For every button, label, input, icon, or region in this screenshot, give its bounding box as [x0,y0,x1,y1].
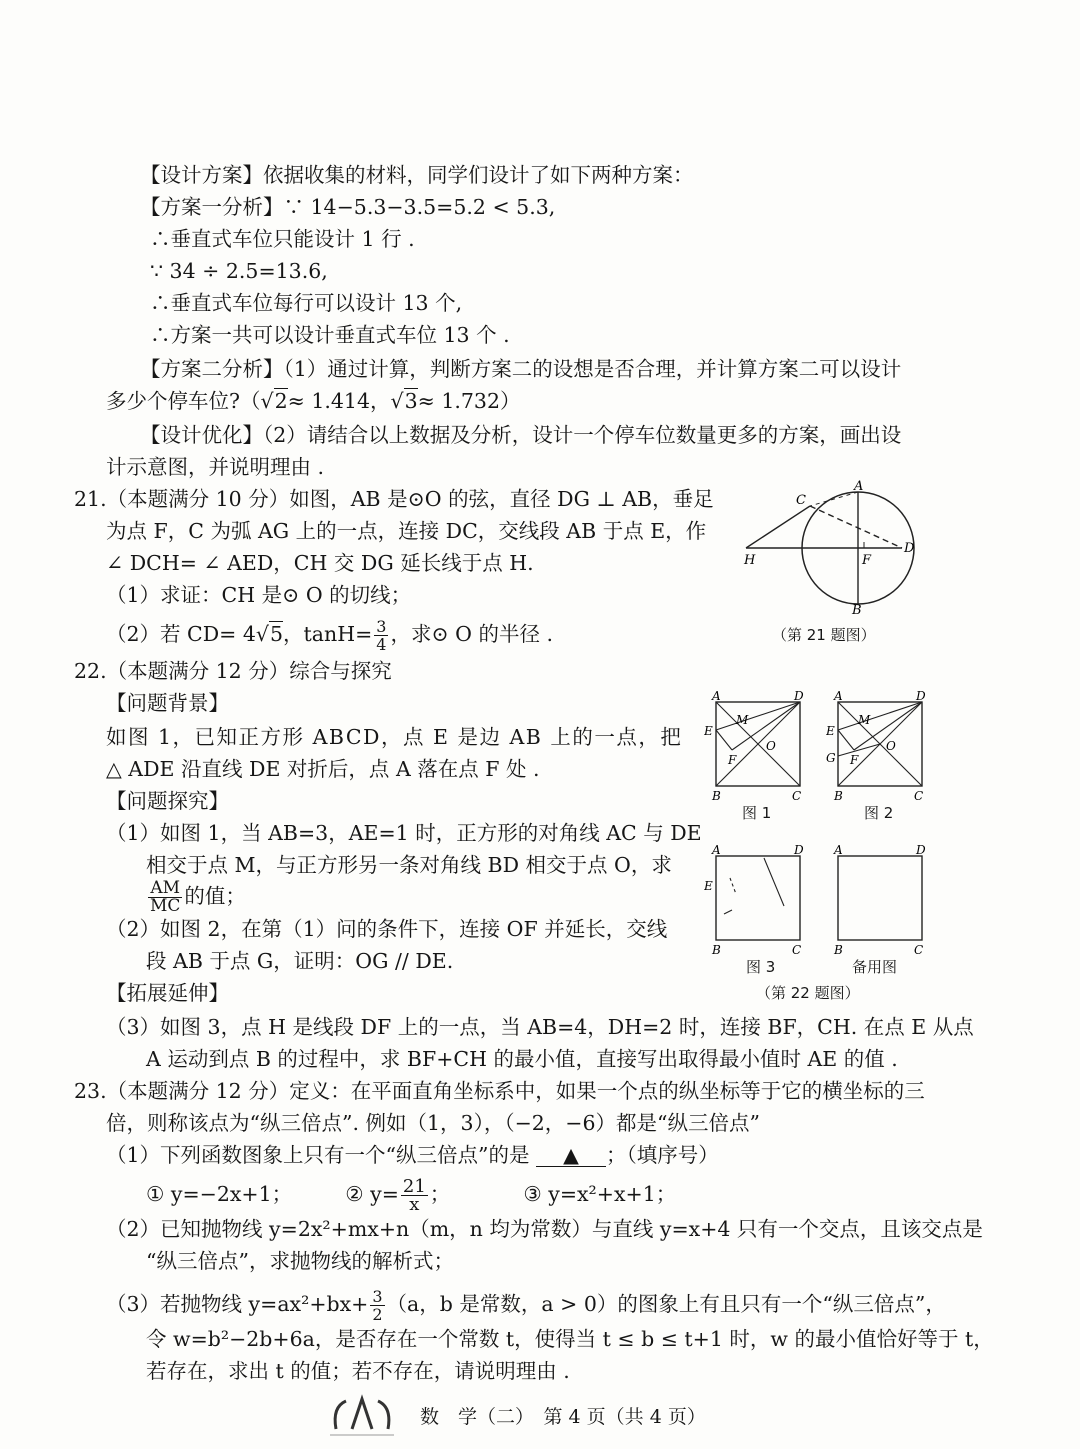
plan-opt-line2: 计示意图，并说明理由 . [106,455,325,479]
line-dh [764,858,784,906]
q22-caption: （第 22 题图） [756,984,860,1002]
frac-den: 2 [372,1305,383,1324]
label-d: D [904,541,915,556]
q21-part2-b: ，tanH= [283,622,373,646]
sqrt-3: 3 [404,389,418,413]
label-o: O [766,739,776,753]
q23-part3-b: （a，b 是常数，a > 0）的图象上有且只有一个“纵三倍点”， [386,1292,946,1316]
page-footer: 数 学（二） 第 4 页（共 4 页） [420,1406,706,1428]
label-b: B [712,789,721,803]
q23-part1 [106,1140,719,1170]
q22-p1-tail: 的值； [184,884,246,908]
q21-number: 21. [74,487,107,511]
line-ef [838,730,854,750]
line-de [716,702,800,730]
label-c: C [792,943,802,957]
plan-two-text2c: ≈ 1.732） [417,389,521,413]
q23-part3-line2: 令 w=b²−2b+6a，是否存在一个常数 t，使得当 t ≤ b ≤ t+1 时，w 的最小值恰好等于 t， [146,1327,994,1351]
logo-stroke [378,1401,389,1429]
q22-bg-line1: 如图 1，已知正方形 ABCD，点 E 是边 AB 上的一点，把 [106,725,683,749]
plan-one-line [140,192,555,222]
q23-line1 [74,1076,925,1106]
plan-two-line [140,354,901,384]
label-a: A [834,844,843,857]
fraction-am-mc [148,880,182,915]
q23-part3-line3: 若存在，求出 t 的值；若不存在，请说明理由 . [146,1359,570,1383]
q21-line3: ∠ DCH= ∠ AED，CH 交 DG 延长线于点 H. [106,551,534,575]
label-f: F [850,753,859,767]
fraction-3-2 [370,1288,384,1323]
plan-opt-title: 【设计优化】 [140,423,263,447]
q21-part1: （1）求证：CH 是⊙ O 的切线； [106,583,412,607]
plan-two-text2b: ≈ 1.414， [287,389,391,413]
label-a: A [712,844,721,857]
label-a: A [834,690,843,703]
q21-caption: （第 21 题图） [772,626,876,644]
sqrt-2: 2 [274,389,288,413]
q23-number: 23. [74,1079,107,1103]
q21-figure [740,480,920,615]
frac-num: 3 [372,1287,383,1306]
q22-p1-line1: （1）如图 1，当 AB=3，AE=1 时，正方形的对角线 AC 与 DE [106,821,702,845]
plan-opt-line [140,420,901,450]
q22-figure-1 [704,690,814,805]
label-a: A [712,690,721,703]
plan-two-line2: 多少个停车位?（√2≈ 1.414，√3≈ 1.732） [106,389,521,413]
design-plan-title: 【设计方案】 [140,163,263,187]
frac-num: AM [148,880,182,898]
publisher-logo [322,1393,402,1439]
label-h: H [744,553,756,568]
label-d: D [916,844,926,857]
label-m: M [858,713,871,727]
q22-figure-2 [826,690,936,805]
q22-number: 22. [74,659,107,683]
fraction-21-x [401,1178,428,1213]
q22-explore-title: 【问题探究】 [106,789,229,813]
q22-p2-line1: （2）如图 2，在第（1）问的条件下，连接 OF 并延长，交线 [106,917,668,941]
label-a: A [854,480,864,494]
label-d: D [916,690,926,703]
frac-den: 4 [376,635,387,654]
q22-bg-line2: △ ADE 沿直线 DE 对折后，点 A 落在点 F 处 . [106,757,540,781]
plan-one-step: ∴垂直式车位只能设计 1 行 . [150,227,415,251]
label-b: B [834,943,843,957]
label-e: E [826,724,835,738]
q23-option-1: ① y=−2x+1； [146,1182,293,1206]
line-ef [716,730,732,750]
option2-b: ； [429,1182,451,1206]
design-plan-line [140,160,694,190]
label-c: C [796,493,806,508]
frac-num: 3 [376,617,387,636]
label-b: B [852,603,862,615]
q23-part1-a: （1）下列函数图象上只有一个“纵三倍点”的是 [106,1143,530,1167]
q22-p1-line2: 相交于点 M，与正方形另一条对角线 BD 相交于点 O，求 [146,853,672,877]
fraction-3-4 [374,618,388,653]
q22-p3-line1: （3）如图 3，点 H 是线段 DF 上的一点，当 AB=4，DH=2 时，连接 BF，CH. 在点 E 从点 [106,1015,974,1039]
line-cd [810,506,902,548]
label-d: D [794,690,804,703]
q21-part2-a: （2）若 CD= 4 [106,622,256,646]
sketch-mark [730,878,736,894]
logo-stroke [352,1399,372,1429]
q22-figure-3 [704,844,814,959]
q21-part2: （2）若 CD= 4√5，tanH= $\frac{3}{4}$ ，求⊙ O 的半径 . [106,617,554,654]
logo-stroke [335,1401,346,1429]
q22-figure-spare [826,844,936,959]
q23-part1-b: ；（填序号） [606,1143,719,1167]
q23-part3-a: （3）若抛物线 y=ax²+bx+ [106,1292,369,1316]
fig3-label: 图 3 [746,958,776,976]
q22-line1 [74,656,392,686]
q22-head: （本题满分 12 分）综合与探究 [106,659,392,683]
q22-ext-title: 【拓展延伸】 [106,981,229,1005]
label-b: B [712,943,721,957]
design-plan-text: 依据收集的材料，同学们设计了如下两种方案： [263,163,694,187]
q23-part3-line1 [106,1288,946,1323]
plan-two-text: （1）通过计算，判断方案二的设想是否合理，并计算方案二可以设计 [283,357,902,381]
plan-one-step: ∴方案一共可以设计垂直式车位 13 个 . [150,323,510,347]
plan-one-title: 【方案一分析】 [140,195,284,219]
option2-a: ② y= [345,1182,399,1206]
q22-bg-title: 【问题背景】 [106,691,229,715]
label-e: E [704,879,713,893]
plan-two-text2: 多少个停车位?（ [106,389,261,413]
frac-den: x [409,1194,420,1215]
line-ca [810,492,858,506]
label-f: F [862,553,872,568]
q21-stem: （本题满分 10 分）如图，AB 是⊙O 的弦，直径 DG ⊥ AB，垂足 [106,487,714,511]
label-c: C [792,789,802,803]
sqrt-5: 5 [270,622,284,646]
q21-line1 [74,484,714,514]
q23-option-3: ③ y=x²+x+1； [523,1182,677,1206]
q23-option-2 [345,1176,451,1215]
q22-p1-line3 [146,880,246,915]
frac-num: 21 [402,1176,426,1197]
square-abcd [838,856,922,940]
q23-stem: （本题满分 12 分）定义：在平面直角坐标系中，如果一个点的纵坐标等于它的横坐标的三 [106,1079,925,1103]
plan-one-text: ∵ 14−5.3−3.5=5.2 < 5.3, [283,195,556,219]
line-de [838,702,922,730]
q21-line2: 为点 F，C 为弧 AG 上的一点，连接 DC，交线段 AB 于点 E，作 [106,519,707,543]
label-m: M [736,713,749,727]
label-c: C [914,943,924,957]
label-b: B [834,789,843,803]
fig4-label: 备用图 [852,958,898,976]
square-abcd [716,856,800,940]
label-e: E [704,724,713,738]
line-hc [746,506,810,548]
fig2-label: 图 2 [864,804,894,822]
label-g: G [826,751,836,765]
fig1-label: 图 1 [742,804,772,822]
label-c: C [914,789,924,803]
q22-p3-line2: A 运动到点 B 的过程中，求 BF+CH 的最小值，直接写出取得最小值时 AE 的值 . [146,1047,898,1071]
q22-p2-line2: 段 AB 于点 G，证明：OG // DE. [146,949,454,973]
plan-one-step: ∴垂直式车位每行可以设计 13 个, [150,291,463,315]
plan-two-title: 【方案二分析】 [140,357,284,381]
q23-part2-line2: “纵三倍点”，求抛物线的解析式； [146,1249,454,1273]
label-d: D [794,844,804,857]
q23-part2-line1: （2）已知抛物线 y=2x²+mx+n（m，n 均为常数）与直线 y=x+4 只有一个交点，且该交点是 [106,1217,983,1241]
q21-part2-c: ，求⊙ O 的半径 . [390,622,554,646]
label-o: O [886,739,896,753]
q23-options [146,1178,676,1213]
plan-one-step: ∵ 34 ÷ 2.5=13.6, [150,259,328,283]
q23-line2: 倍，则称该点为“纵三倍点”. 例如（1，3），（−2，−6）都是“纵三倍点” [106,1111,760,1135]
sketch-mark [724,910,732,914]
answer-blank: ▲ [536,1144,606,1167]
frac-den: MC [150,896,181,916]
label-f: F [728,753,737,767]
plan-opt-text: （2）请结合以上数据及分析，设计一个停车位数量更多的方案，画出设 [263,423,902,447]
